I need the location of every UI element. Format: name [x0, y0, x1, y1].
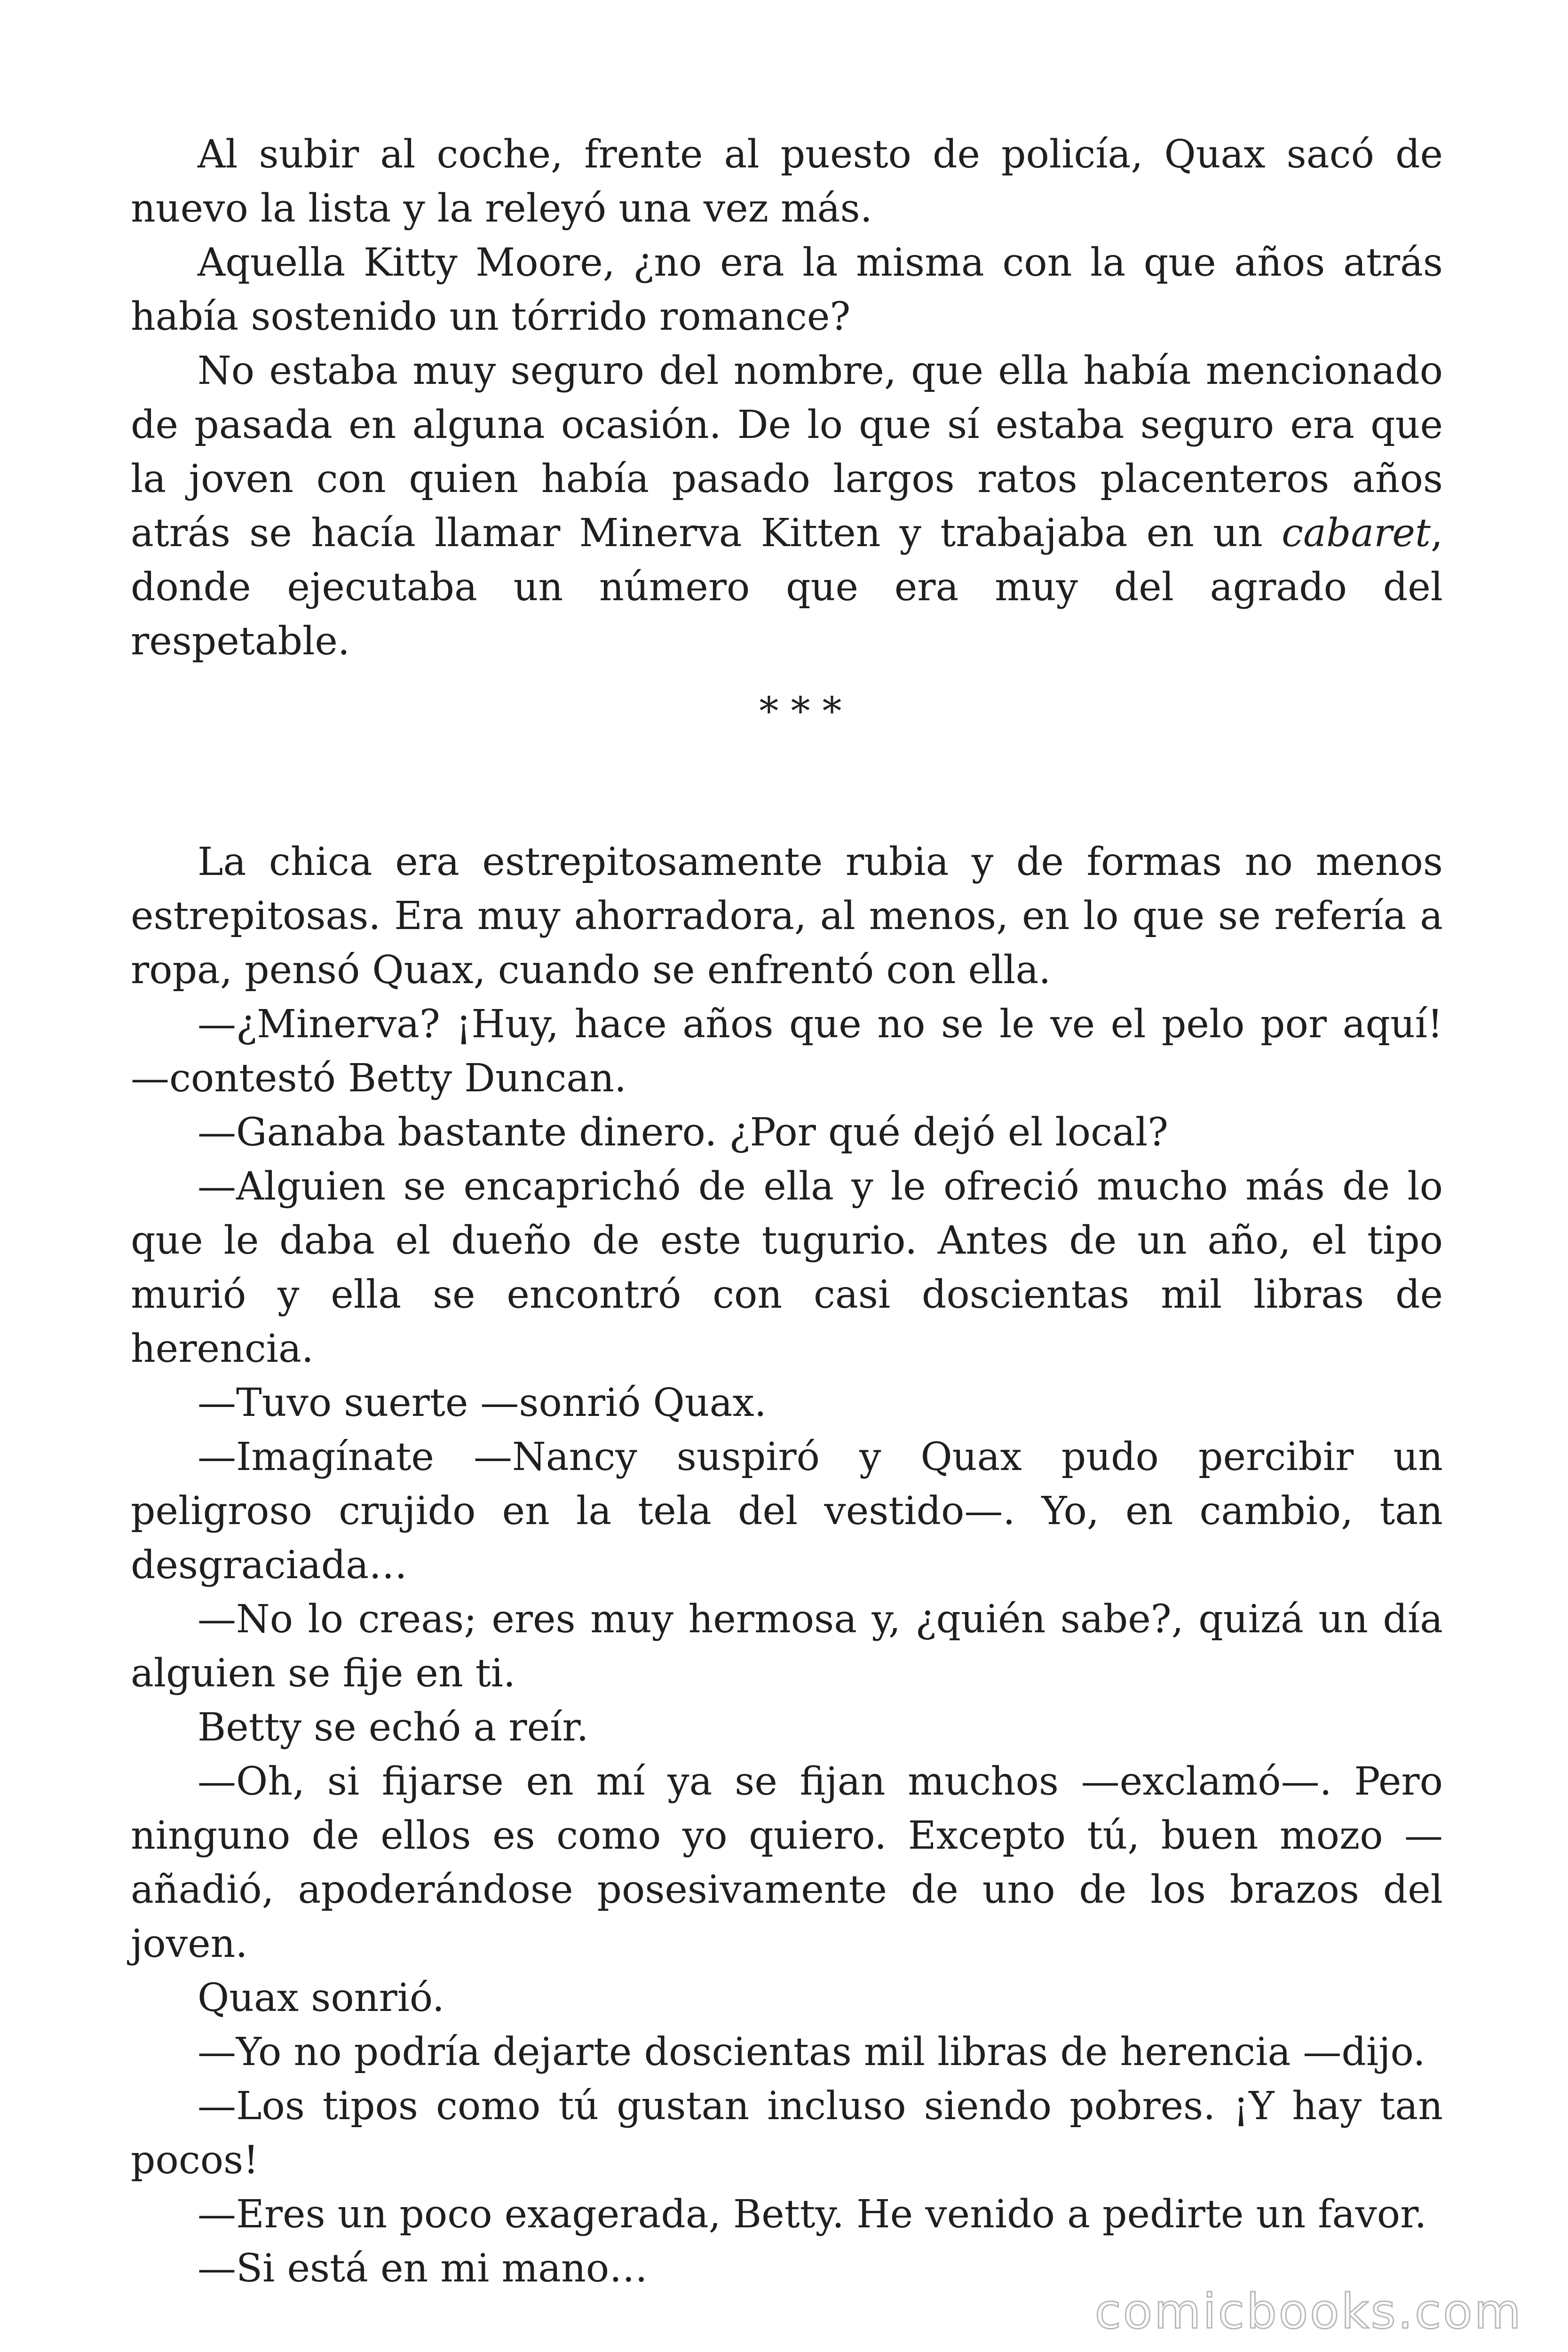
paragraph: —Ganaba bastante dinero. ¿Por qué dejó el local?: [198, 1110, 1169, 1155]
paragraph: [131, 344, 1443, 668]
paragraph: Betty se echó a reír.: [198, 1705, 589, 1750]
paragraph: —Yo no podría dejarte doscientas mil libras de herencia —dijo.: [198, 2030, 1425, 2074]
italic-word: cabaret: [1282, 511, 1431, 556]
paragraph: Al subir al coche, frente al puesto de policía, Quax sacó de nuevo la lista y la releyó una vez más.: [131, 132, 1443, 231]
paragraph: —No lo creas; eres muy hermosa y, ¿quién sabe?, quizá un día alguien se fije en ti.: [131, 1597, 1443, 1696]
paragraph: —Si está en mi mano…: [198, 2246, 648, 2291]
section-1: [131, 127, 1443, 668]
paragraph: —¿Minerva? ¡Huy, hace años que no se le ve el pelo por aquí! —contestó Betty Duncan.: [131, 1002, 1443, 1101]
paragraph: —Los tipos como tú gustan incluso siendo pobres. ¡Y hay tan pocos!: [131, 2084, 1443, 2183]
paragraph: —Tuvo suerte —sonrió Quax.: [198, 1381, 767, 1425]
paragraph: La chica era estrepitosamente rubia y de formas no menos estrepitosas. Era muy ahorradora, al menos, en lo que se refería a ropa, pensó Quax, cuando se enfrentó con ella.: [131, 840, 1443, 993]
paragraph: —Imagínate —Nancy suspiró y Quax pudo percibir un peligroso crujido en la tela del vestido—. Yo, en cambio, tan desgraciada…: [131, 1435, 1443, 1588]
paragraph-text: No estaba muy seguro del nombre, que ella había mencionado de pasada en alguna ocasión. De lo que sí estaba seguro era que la joven con quien había pasado largos ratos placenteros años atrás se hacía llamar Minerva Kitten y trabajaba en un: [131, 349, 1443, 556]
paragraph: Aquella Kitty Moore, ¿no era la misma con la que años atrás había sostenido un tórrido romance?: [131, 240, 1443, 339]
paragraph: Quax sonrió.: [198, 1976, 444, 2020]
paragraph-text: , donde ejecutaba un número que era muy del agrado del respetable.: [131, 511, 1443, 664]
section-2: [131, 835, 1443, 2296]
watermark: comicbooks.com: [1094, 2284, 1523, 2340]
paragraph: —Oh, si fijarse en mí ya se fijan muchos —exclamó—. Pero ninguno de ellos es como yo quiero. Excepto tú, buen mozo —añadió, apoderándose posesivamente de uno de los brazos del joven.: [131, 1759, 1443, 1966]
section-separator: * * *: [759, 689, 842, 734]
paragraph: —Alguien se encaprichó de ella y le ofreció mucho más de lo que le daba el dueño de este tugurio. Antes de un año, el tipo murió y ella se encontró con casi doscientas mil libras de herencia.: [131, 1164, 1443, 1371]
paragraph: —Eres un poco exagerada, Betty. He venido a pedirte un favor.: [198, 2192, 1427, 2237]
